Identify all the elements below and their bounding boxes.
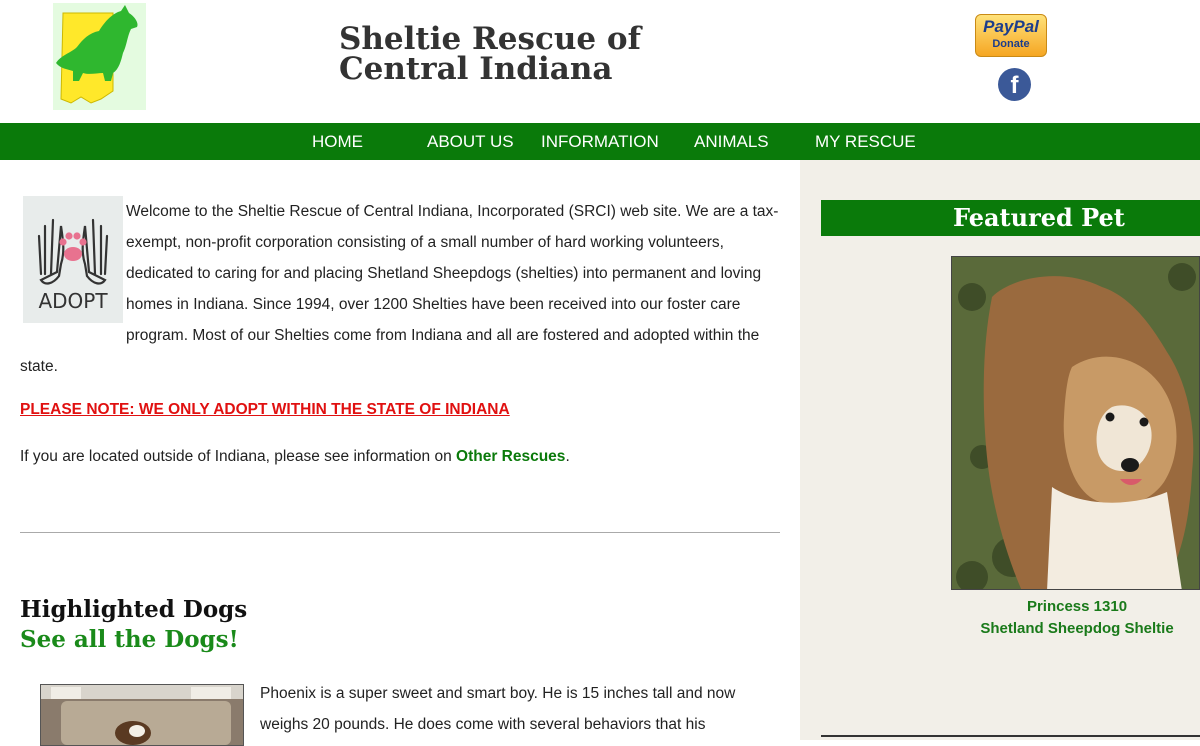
adopt-note-link[interactable]: PLEASE NOTE: WE ONLY ADOPT WITHIN THE STATE OF INDIANA	[20, 401, 510, 418]
site-header	[0, 0, 1200, 123]
outside-suffix: .	[565, 448, 570, 465]
featured-pet-breed: Shetland Sheepdog Sheltie	[980, 620, 1174, 637]
intro-text: Welcome to the Sheltie Rescue of Central Indiana, Incorporated (SRCI) web site. We are a tax-exempt, non-profit corporation consisting of a small number of hard working volunteers, dedicated to caring for and placing Shetland Sheepdogs (shelties) into permanent and loving homes in Indiana. Since 1994, over 1200 Shelties have been received into our foster care program. Most of our Shelties come from Indiana and all are fostered and adopted within the state.	[20, 203, 779, 375]
featured-pet-name[interactable]: Princess 1310	[1026, 598, 1128, 615]
phoenix-photo[interactable]	[40, 684, 244, 746]
intro-float-spacer	[20, 196, 126, 321]
highlighted-dogs-title: Highlighted Dogs	[20, 596, 248, 623]
phoenix-description: Phoenix is a super sweet and smart boy. He is 15 inches tall and now weighs 20 pounds. He does come with several behaviors that his	[260, 685, 736, 733]
intro-paragraph	[20, 196, 780, 382]
nav-information[interactable]: INFORMATION	[541, 132, 659, 151]
paypal-label: PayPal	[983, 17, 1039, 36]
outside-prefix: If you are located outside of Indiana, please see information on	[20, 448, 457, 465]
divider	[20, 532, 780, 533]
donate-label: Donate	[992, 38, 1030, 50]
nav-animals[interactable]: ANIMALS	[694, 132, 769, 151]
adopt-label: ADOPT	[38, 289, 108, 313]
other-rescues-link[interactable]: Other Rescues	[456, 448, 566, 465]
main-navigation	[0, 123, 1200, 160]
featured-pet-photo[interactable]	[951, 256, 1200, 590]
facebook-icon[interactable]: f	[998, 68, 1031, 101]
featured-pet-heading: Featured Pet	[821, 200, 1200, 236]
nav-home[interactable]: HOME	[312, 132, 363, 151]
outside-indiana-text	[20, 448, 570, 466]
see-all-dogs-link[interactable]: See all the Dogs!	[20, 626, 239, 653]
nav-my-rescue[interactable]: MY RESCUE	[815, 132, 916, 151]
site-title: Sheltie Rescue of Central Indiana	[339, 21, 641, 87]
paypal-donate-button[interactable]	[975, 14, 1047, 57]
nav-about-us[interactable]: ABOUT US	[427, 132, 514, 151]
sidebar-divider	[821, 735, 1200, 737]
indiana-sheltie-logo-icon[interactable]	[53, 3, 146, 110]
